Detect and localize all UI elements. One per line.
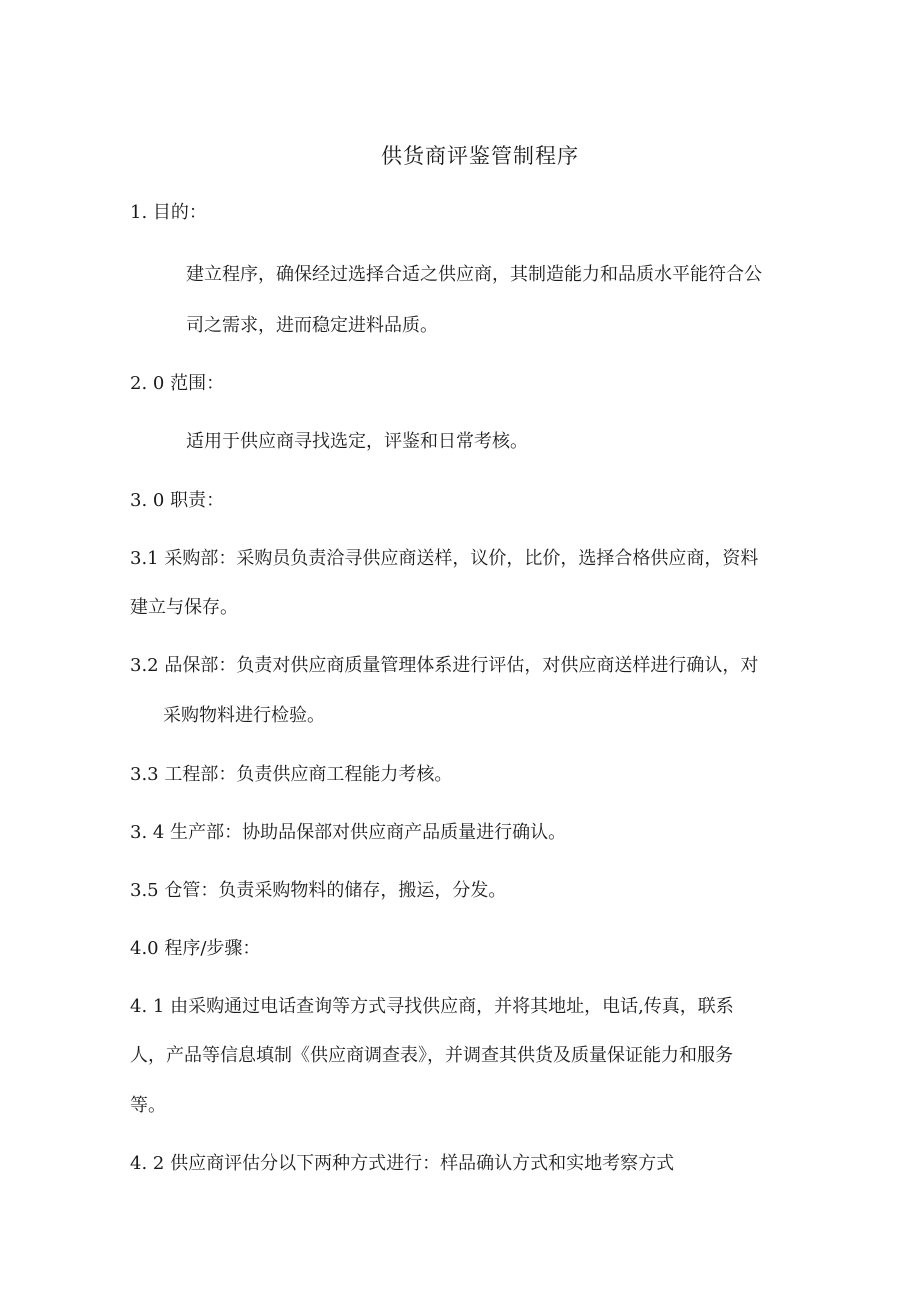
section-1-text-line-2: 司之需求，进而稳定进料品质。 bbox=[186, 315, 438, 336]
section-3-1-line-1: 3.1 采购部：采购员负责洽寻供应商送样，议价，比价，选择合格供应商，资料 bbox=[130, 548, 759, 569]
section-4-1-line-2: 人，产品等信息填制《供应商调查表》，并调查其供货及质量保证能力和服务 bbox=[130, 1045, 733, 1066]
section-4-1-line-3: 等。 bbox=[130, 1095, 166, 1116]
section-4-heading: 4.0 程序/步骤： bbox=[130, 938, 261, 959]
section-3-heading: 3. 0 职责： bbox=[130, 490, 225, 511]
section-1-heading: 1. 目的： bbox=[130, 202, 207, 223]
section-3-3: 3.3 工程部：负责供应商工程能力考核。 bbox=[130, 764, 453, 785]
section-3-2-line-1: 3.2 品保部：负责对供应商质量管理体系进行评估，对供应商送样进行确认，对 bbox=[130, 655, 759, 676]
section-2-heading: 2. 0 范围： bbox=[130, 373, 225, 394]
section-4-1-line-1: 4. 1 由采购通过电话查询等方式寻找供应商，并将其地址，电话,传真，联系 bbox=[130, 996, 734, 1017]
section-4-2: 4. 2 供应商评估分以下两种方式进行：样品确认方式和实地考察方式 bbox=[130, 1153, 675, 1174]
section-3-5: 3.5 仓管：负责采购物料的储存，搬运，分发。 bbox=[130, 880, 507, 901]
section-3-1-line-2: 建立与保存。 bbox=[130, 597, 238, 618]
section-2-text: 适用于供应商寻找选定，评鉴和日常考核。 bbox=[186, 431, 528, 452]
section-3-4: 3. 4 生产部：协助品保部对供应商产品质量进行确认。 bbox=[130, 822, 567, 843]
section-1-text-line-1: 建立程序，确保经过选择合适之供应商，其制造能力和品质水平能符合公 bbox=[186, 264, 762, 285]
section-3-2-line-2: 采购物料进行检验。 bbox=[163, 705, 325, 726]
document-title: 供货商评鉴管制程序 bbox=[381, 144, 579, 168]
